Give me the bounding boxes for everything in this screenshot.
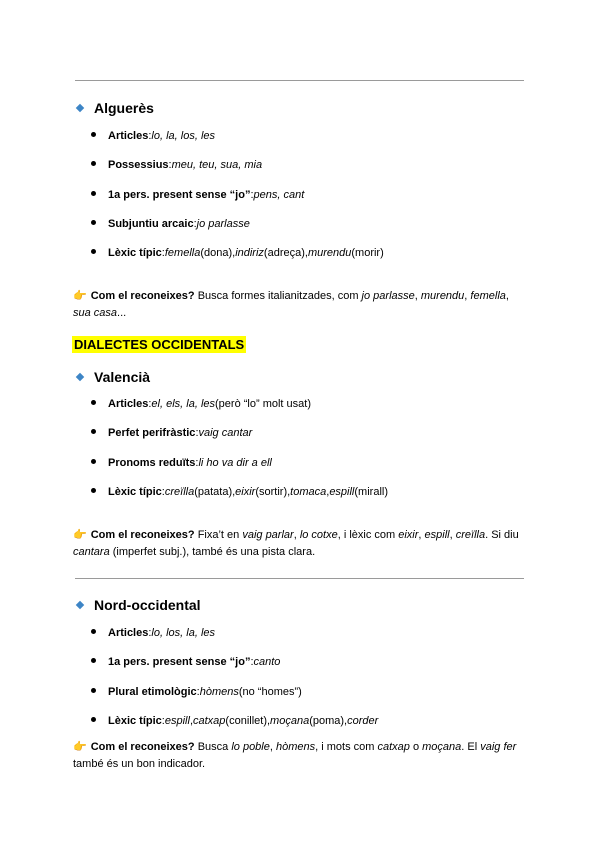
- tip-paragraph-alguer: 👉 Com el reconeixes? Busca formes italianitzades, com jo parlasse, murendu, femella, sua casa...: [73, 290, 509, 319]
- section-title: Nord-occidental: [94, 597, 201, 613]
- list-item: Articles : el, els, la, les (però “lo” molt usat): [91, 398, 571, 410]
- bullet-icon: [91, 220, 96, 225]
- list-item: Possessius : meu, teu, sua, mia: [91, 159, 571, 171]
- bullet-icon: [91, 629, 96, 634]
- section-title: Valencià: [94, 369, 151, 385]
- bullet-icon: [91, 688, 96, 693]
- bullet-icon: [91, 429, 96, 434]
- blue-diamond-icon: [76, 373, 84, 381]
- pointing-hand-icon: 👉: [73, 741, 87, 753]
- bullet-icon: [91, 191, 96, 196]
- tip-paragraph-valencia: 👉 Com el reconeixes? Fixa’t en vaig parlar, lo cotxe, i lèxic com eixir, espill, creïlla. Si diu cantara (imperfet subj.), també és una pista clara.: [73, 529, 519, 558]
- list-item: Plural etimològic : hòmens (no “homes”): [91, 686, 571, 698]
- bullet-icon: [91, 488, 96, 493]
- list-item: 1a pers. present sense “jo” : canto: [91, 656, 571, 668]
- pointing-hand-icon: 👉: [73, 290, 87, 302]
- bullet-icon: [91, 658, 96, 663]
- list-item: Lèxic típic : espill , catxap (conillet), moçana (poma), corder: [91, 715, 571, 727]
- tip-paragraph-nord: 👉 Com el reconeixes? Busca lo poble, hòmens, i mots com catxap o moçana. El vaig fer també és un bon indicador.: [73, 741, 517, 770]
- list-item: Subjuntiu arcaic : jo parlasse: [91, 218, 571, 230]
- bullet-icon: [91, 249, 96, 254]
- pointing-hand-icon: 👉: [73, 529, 87, 541]
- list-item: Articles : lo, los, la, les: [91, 627, 571, 639]
- bullet-icon: [91, 132, 96, 137]
- bullet-icon: [91, 717, 96, 722]
- list-item: Lèxic típic : femella (dona), indiriz (adreça), murendu (morir): [91, 247, 571, 259]
- list-item: Pronoms reduïts : li ho va dir a ell: [91, 457, 571, 469]
- list-item: Articles : lo, la, los, les: [91, 130, 571, 142]
- divider-middle: [75, 578, 524, 579]
- list-item: Perfet perifràstic : vaig cantar: [91, 427, 571, 439]
- section-heading-alguer: [75, 100, 154, 116]
- bullet-icon: [91, 400, 96, 405]
- blue-diamond-icon: [76, 601, 84, 609]
- divider-top: [75, 80, 524, 81]
- section-heading-valencia: [75, 369, 150, 385]
- bullet-icon: [91, 161, 96, 166]
- list-item: 1a pers. present sense “jo” : pens, cant: [91, 189, 571, 201]
- bullet-icon: [91, 459, 96, 464]
- blue-diamond-icon: [76, 104, 84, 112]
- section-title: Alguerès: [94, 100, 154, 116]
- page-heading-occidental: DIALECTES OCCIDENTALS: [74, 337, 245, 352]
- section-heading-nord: [75, 597, 201, 613]
- list-item: Lèxic típic : creïlla (patata), eixir (sortir), tomaca , espill (mirall): [91, 486, 571, 498]
